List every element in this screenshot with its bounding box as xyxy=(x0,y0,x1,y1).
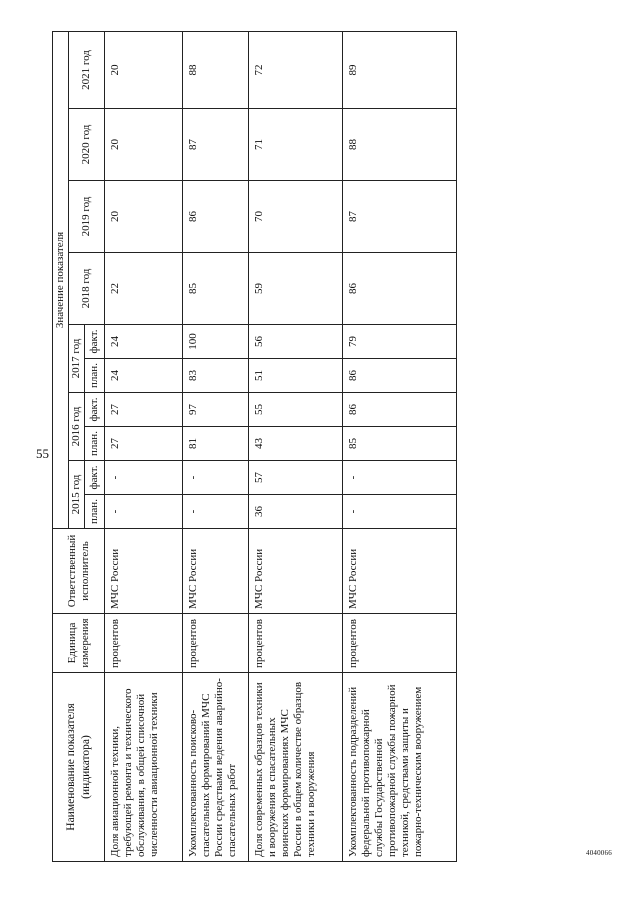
fact-2016-cell: 27 xyxy=(105,393,183,427)
executor-cell: МЧС России xyxy=(249,529,343,614)
header-unit: Единица измерения xyxy=(53,614,105,673)
executor-cell: МЧС России xyxy=(105,529,183,614)
header-plan-2016: план. xyxy=(85,427,105,461)
header-plan-2017: план. xyxy=(85,359,105,393)
header-year-2018: 2018 год xyxy=(69,253,105,325)
header-year-2021: 2021 год xyxy=(69,31,105,108)
indicator-name-cell: Доля современных образцов техники и вооружения в спасательных воинских формированиях МЧС России в общем количестве образцов техники и вооружения xyxy=(249,673,343,862)
plan-2015-cell: - xyxy=(183,495,249,529)
table-row xyxy=(183,31,249,861)
unit-cell: процентов xyxy=(249,614,343,673)
value-2019-cell: 86 xyxy=(183,181,249,253)
value-2019-cell: 87 xyxy=(343,181,457,253)
plan-2017-cell: 51 xyxy=(249,359,343,393)
value-2020-cell: 88 xyxy=(343,109,457,181)
value-2019-cell: 70 xyxy=(249,181,343,253)
value-2018-cell: 59 xyxy=(249,253,343,325)
indicator-name-cell: Укомплектованность поисково-спасательных формирований МЧС России средствами ведения аварийно-спасательных работ xyxy=(183,673,249,862)
fact-2015-cell: - xyxy=(183,461,249,495)
value-2020-cell: 71 xyxy=(249,109,343,181)
value-2021-cell: 89 xyxy=(343,31,457,108)
plan-2017-cell: 86 xyxy=(343,359,457,393)
fact-2017-cell: 100 xyxy=(183,325,249,359)
fact-2015-cell: 57 xyxy=(249,461,343,495)
fact-2016-cell: 55 xyxy=(249,393,343,427)
indicator-name-cell: Доля авиационной техники, требующей ремонта и технического обслуживания, в общей списочной численности авиационной техники xyxy=(105,673,183,862)
header-fact-2017: факт. xyxy=(85,325,105,359)
header-row-1 xyxy=(53,31,69,861)
fact-2016-cell: 97 xyxy=(183,393,249,427)
plan-2016-cell: 85 xyxy=(343,427,457,461)
rotated-table-wrapper xyxy=(52,32,456,862)
plan-2016-cell: 27 xyxy=(105,427,183,461)
indicator-name-cell: Укомплектованность подразделений федеральной противопожарной службы Государственной противопожарной службы пожарной техникой, средствами защиты и пожарно-техническим вооружением xyxy=(343,673,457,862)
value-2019-cell: 20 xyxy=(105,181,183,253)
value-2020-cell: 87 xyxy=(183,109,249,181)
value-2018-cell: 85 xyxy=(183,253,249,325)
header-fact-2016: факт. xyxy=(85,393,105,427)
value-2021-cell: 20 xyxy=(105,31,183,108)
header-year-2015: 2015 год xyxy=(69,461,85,529)
plan-2017-cell: 24 xyxy=(105,359,183,393)
header-year-2017: 2017 год xyxy=(69,325,85,393)
fact-2015-cell: - xyxy=(343,461,457,495)
header-values-group: Значение показателя xyxy=(53,31,69,528)
unit-cell: процентов xyxy=(343,614,457,673)
table-row xyxy=(105,31,183,861)
header-indicator-name: Наименование показателя (индикатора) xyxy=(53,673,105,862)
value-2021-cell: 88 xyxy=(183,31,249,108)
fact-2017-cell: 56 xyxy=(249,325,343,359)
fact-2017-cell: 79 xyxy=(343,325,457,359)
plan-2016-cell: 43 xyxy=(249,427,343,461)
fact-2015-cell: - xyxy=(105,461,183,495)
header-executor: Ответственный исполнитель xyxy=(53,529,105,614)
fact-2017-cell: 24 xyxy=(105,325,183,359)
plan-2016-cell: 81 xyxy=(183,427,249,461)
header-year-2019: 2019 год xyxy=(69,181,105,253)
table-row xyxy=(343,31,457,861)
page-number: 55 xyxy=(36,446,49,461)
value-2020-cell: 20 xyxy=(105,109,183,181)
unit-cell: процентов xyxy=(105,614,183,673)
header-fact-2015: факт. xyxy=(85,461,105,495)
value-2018-cell: 86 xyxy=(343,253,457,325)
executor-cell: МЧС России xyxy=(183,529,249,614)
plan-2015-cell: - xyxy=(105,495,183,529)
header-year-2016: 2016 год xyxy=(69,393,85,461)
executor-cell: МЧС России xyxy=(343,529,457,614)
header-plan-2015: план. xyxy=(85,495,105,529)
header-year-2020: 2020 год xyxy=(69,109,105,181)
plan-2017-cell: 83 xyxy=(183,359,249,393)
table-row xyxy=(249,31,343,861)
unit-cell: процентов xyxy=(183,614,249,673)
value-2021-cell: 72 xyxy=(249,31,343,108)
fact-2016-cell: 86 xyxy=(343,393,457,427)
value-2018-cell: 22 xyxy=(105,253,183,325)
indicators-table xyxy=(52,31,457,862)
plan-2015-cell: - xyxy=(343,495,457,529)
plan-2015-cell: 36 xyxy=(249,495,343,529)
document-code: 4040066 xyxy=(586,849,612,857)
